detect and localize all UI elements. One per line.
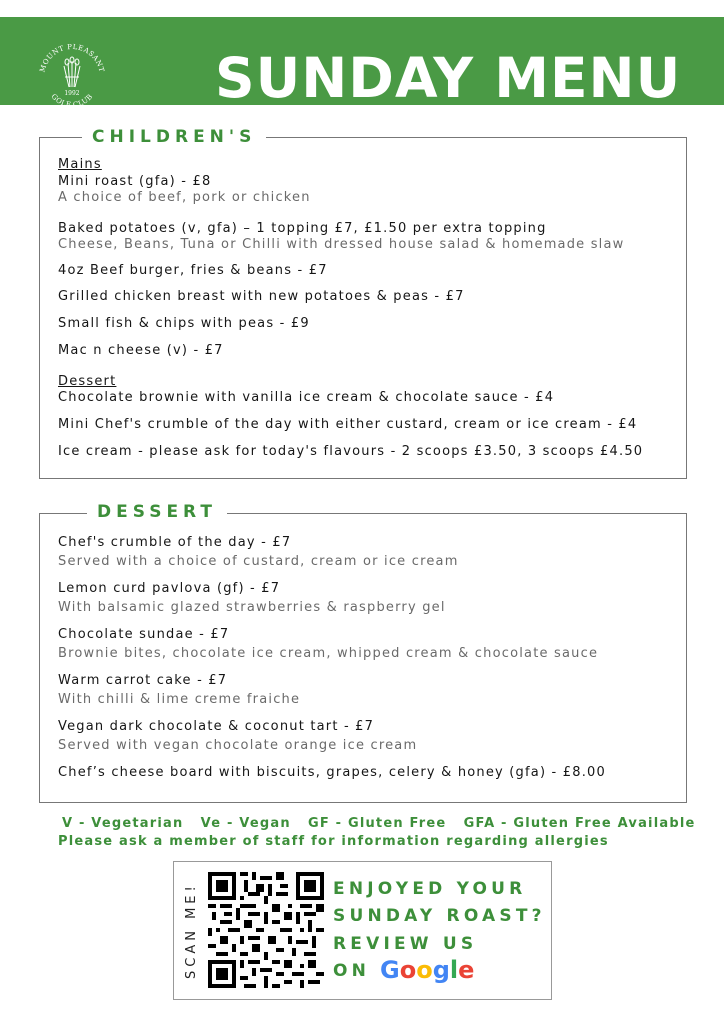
golf-club-logo: [36, 39, 108, 111]
menu-item: Mac n cheese (v) - £7: [58, 343, 224, 358]
qr-code-icon[interactable]: [208, 872, 324, 988]
dessert-heading: DESSERT: [87, 502, 227, 522]
menu-item: 4oz Beef burger, fries & beans - £7: [58, 263, 328, 278]
menu-item-description: With balsamic glazed strawberries & raspberry gel: [58, 600, 446, 615]
menu-item: Chef's crumble of the day - £7: [58, 535, 292, 550]
menu-item: Grilled chicken breast with new potatoes & peas - £7: [58, 289, 465, 304]
menu-item: Chocolate brownie with vanilla ice cream & chocolate sauce - £4: [58, 390, 555, 405]
menu-item: Mini roast (gfa) - £8: [58, 174, 212, 189]
menu-item: Vegan dark chocolate & coconut tart - £7: [58, 719, 375, 734]
menu-item: Chef’s cheese board with biscuits, grapes, celery & honey (gfa) - £8.00: [58, 765, 606, 780]
logo-year: 1992: [64, 90, 80, 97]
mains-subheading: Mains: [58, 157, 102, 172]
header-banner: [0, 17, 724, 110]
menu-item: Small fish & chips with peas - £9: [58, 316, 310, 331]
menu-item-description: Served with a choice of custard, cream or ice cream: [58, 554, 459, 569]
dietary-legend: V - Vegetarian Ve - Vegan GF - Gluten Free GFA - Gluten Free Available: [62, 816, 696, 831]
menu-item: Ice cream - please ask for today's flavours - 2 scoops £3.50, 3 scoops £4.50: [58, 444, 644, 459]
review-line-3: REVIEW US: [333, 934, 478, 954]
google-wordmark: Google: [380, 956, 475, 984]
menu-item-description: With chilli & lime creme fraiche: [58, 692, 301, 707]
menu-item: Warm carrot cake - £7: [58, 673, 228, 688]
allergy-notice: Please ask a member of staff for information regarding allergies: [58, 834, 609, 849]
review-line-4: ON: [333, 961, 371, 981]
menu-item-description: Served with vegan chocolate orange ice cream: [58, 738, 418, 753]
menu-item: Chocolate sundae - £7: [58, 627, 230, 642]
review-line-2: SUNDAY ROAST?: [333, 906, 546, 926]
logo-top-text: MOUNT PLEASANT: [38, 42, 106, 74]
menu-item: Baked potatoes (v, gfa) – 1 topping £7, £1.50 per extra topping: [58, 221, 547, 236]
page-title: SUNDAY MENU: [215, 46, 682, 110]
dessert-subheading: Dessert: [58, 374, 117, 389]
menu-item: Lemon curd pavlova (gf) - £7: [58, 581, 281, 596]
scan-me-label: SCAN ME!: [184, 882, 199, 980]
menu-item: Mini Chef's crumble of the day with either custard, cream or ice cream - £4: [58, 417, 638, 432]
wheat-sheaf-icon: [64, 57, 80, 87]
menu-item-description: A choice of beef, pork or chicken: [58, 190, 311, 205]
menu-item-description: Brownie bites, chocolate ice cream, whipped cream & chocolate sauce: [58, 646, 599, 661]
childrens-heading: CHILDREN'S: [82, 127, 266, 147]
logo-bottom-text: GOLF CLUB: [49, 92, 95, 110]
menu-item-description: Cheese, Beans, Tuna or Chilli with dressed house salad & homemade slaw: [58, 237, 625, 252]
review-line-1: ENJOYED YOUR: [333, 879, 527, 899]
google-logo[interactable]: [380, 955, 474, 985]
